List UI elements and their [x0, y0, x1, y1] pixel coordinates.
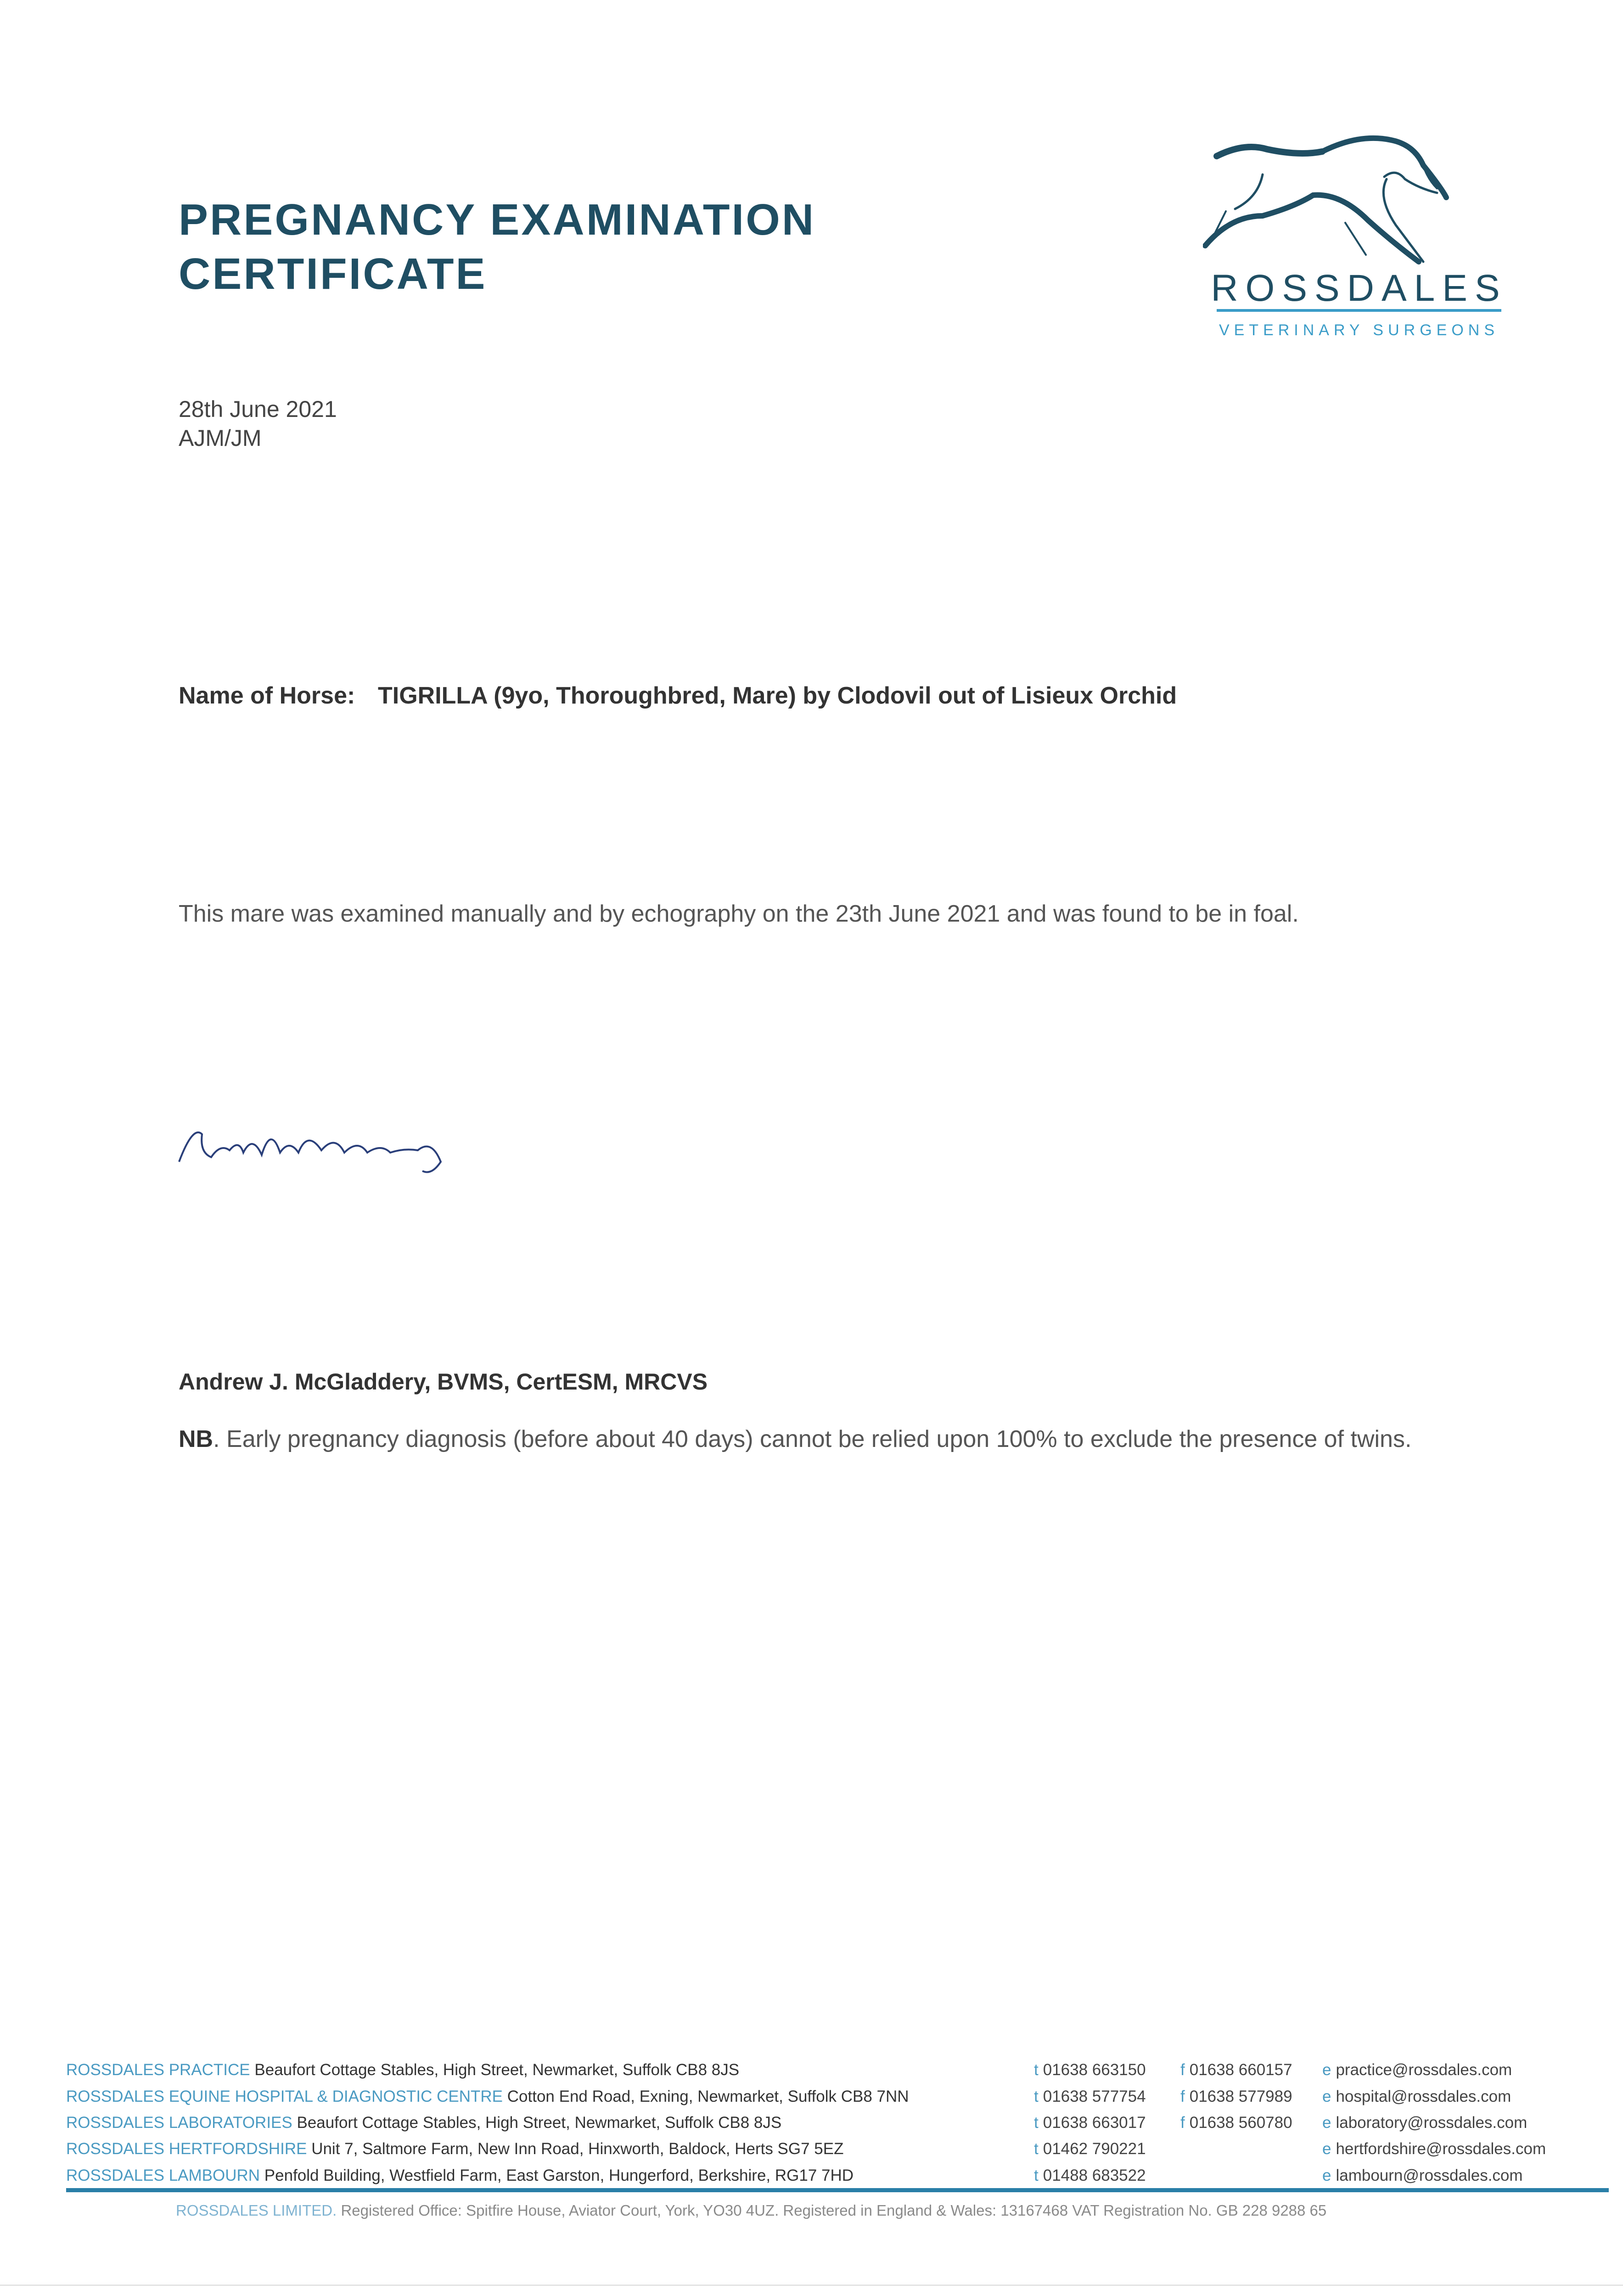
- email-key: e: [1322, 2167, 1331, 2184]
- logo-wordmark: ROSSDALES: [1211, 267, 1507, 309]
- email-key: e: [1322, 2114, 1331, 2132]
- horse-label: Name of Horse:: [179, 682, 355, 709]
- email-value[interactable]: practice@rossdales.com: [1336, 2061, 1512, 2079]
- footer-address-row: [66, 2088, 909, 2106]
- telephone-value: 01488 683522: [1043, 2167, 1146, 2184]
- vet-name: Andrew J. McGladdery, BVMS, CertESM, MRCVS: [179, 1369, 708, 1395]
- email-entry[interactable]: [1322, 2088, 1511, 2106]
- company-text: Registered Office: Spitfire House, Aviator Court, York, YO30 4UZ. Registered in England & Wales: 13167468 VAT Registration No. GB 228 9288 65: [341, 2202, 1327, 2219]
- note-prefix: NB: [179, 1426, 213, 1452]
- footer-address-row: [66, 2140, 844, 2158]
- fax-key: f: [1180, 2114, 1185, 2132]
- branch-name: ROSSDALES LAMBOURN: [66, 2167, 260, 2184]
- telephone-value: 01638 663150: [1043, 2061, 1146, 2079]
- signature: [174, 1107, 459, 1180]
- telephone-value: 01638 577754: [1043, 2088, 1146, 2105]
- telephone-key: t: [1034, 2140, 1039, 2158]
- telephone-entry: [1034, 2088, 1146, 2106]
- branch-name: ROSSDALES LABORATORIES: [66, 2114, 292, 2132]
- fax-value: 01638 577989: [1189, 2088, 1292, 2105]
- email-entry[interactable]: [1322, 2114, 1527, 2132]
- note-text: . Early pregnancy diagnosis (before about 40 days) cannot be relied upon 100% to exclude the presence of twins.: [213, 1426, 1412, 1452]
- email-key: e: [1322, 2088, 1331, 2105]
- email-value[interactable]: hertfordshire@rossdales.com: [1336, 2140, 1546, 2158]
- page-edge: [0, 2285, 1623, 2286]
- telephone-key: t: [1034, 2061, 1039, 2079]
- fax-key: f: [1180, 2061, 1185, 2079]
- email-value[interactable]: laboratory@rossdales.com: [1336, 2114, 1528, 2132]
- email-key: e: [1322, 2061, 1331, 2079]
- telephone-entry: [1034, 2114, 1146, 2132]
- branch-address: Beaufort Cottage Stables, High Street, Newmarket, Suffolk CB8 8JS: [297, 2114, 782, 2132]
- examination-statement: This mare was examined manually and by echography on the 23th June 2021 and was found to be in foal.: [179, 900, 1299, 927]
- telephone-value: 01462 790221: [1043, 2140, 1146, 2158]
- horse-value: TIGRILLA (9yo, Thoroughbred, Mare) by Clodovil out of Lisieux Orchid: [378, 682, 1177, 709]
- reference: AJM/JM: [179, 425, 262, 451]
- fax-value: 01638 660157: [1189, 2061, 1292, 2079]
- rossdales-logo: [1203, 124, 1515, 344]
- footer-address-row: [66, 2167, 854, 2185]
- telephone-entry: [1034, 2167, 1146, 2185]
- signature-image: [174, 1107, 459, 1180]
- fax-entry: [1180, 2088, 1292, 2106]
- branch-name: ROSSDALES PRACTICE: [66, 2061, 250, 2079]
- branch-address: Cotton End Road, Exning, Newmarket, Suffolk CB8 7NN: [507, 2088, 909, 2105]
- footer-address-row: [66, 2061, 739, 2079]
- page-title: [179, 193, 815, 301]
- title-line-1: PREGNANCY EXAMINATION: [179, 195, 816, 244]
- telephone-value: 01638 663017: [1043, 2114, 1146, 2132]
- telephone-key: t: [1034, 2114, 1039, 2132]
- email-entry[interactable]: [1322, 2140, 1546, 2158]
- fax-value: 01638 560780: [1189, 2114, 1292, 2132]
- fax-key: f: [1180, 2088, 1185, 2105]
- fax-entry: [1180, 2114, 1292, 2132]
- branch-address: Unit 7, Saltmore Farm, New Inn Road, Hinxworth, Baldock, Herts SG7 5EZ: [311, 2140, 844, 2158]
- company-registration: [176, 2202, 1326, 2219]
- branch-address: Penfold Building, Westfield Farm, East Garston, Hungerford, Berkshire, RG17 7HD: [264, 2167, 854, 2184]
- email-value[interactable]: lambourn@rossdales.com: [1336, 2167, 1523, 2184]
- horse-logo-icon: [1203, 124, 1515, 344]
- footer-divider: [66, 2188, 1609, 2192]
- note: [179, 1421, 1418, 1457]
- letter-date: 28th June 2021: [179, 396, 337, 422]
- branch-name: ROSSDALES HERTFORDSHIRE: [66, 2140, 307, 2158]
- telephone-key: t: [1034, 2167, 1039, 2184]
- branch-name: ROSSDALES EQUINE HOSPITAL & DIAGNOSTIC CENTRE: [66, 2088, 503, 2105]
- email-key: e: [1322, 2140, 1331, 2158]
- telephone-entry: [1034, 2061, 1146, 2079]
- horse-name-row: [179, 682, 1177, 709]
- fax-entry: [1180, 2061, 1292, 2079]
- logo-tagline: VETERINARY SURGEONS: [1219, 321, 1499, 339]
- email-value[interactable]: hospital@rossdales.com: [1336, 2088, 1511, 2105]
- email-entry[interactable]: [1322, 2167, 1523, 2185]
- company-label: ROSSDALES LIMITED.: [176, 2202, 337, 2219]
- branch-address: Beaufort Cottage Stables, High Street, Newmarket, Suffolk CB8 8JS: [254, 2061, 740, 2079]
- telephone-key: t: [1034, 2088, 1039, 2105]
- title-line-2: CERTIFICATE: [179, 249, 487, 298]
- footer-address-row: [66, 2114, 781, 2132]
- telephone-entry: [1034, 2140, 1146, 2158]
- email-entry[interactable]: [1322, 2061, 1512, 2079]
